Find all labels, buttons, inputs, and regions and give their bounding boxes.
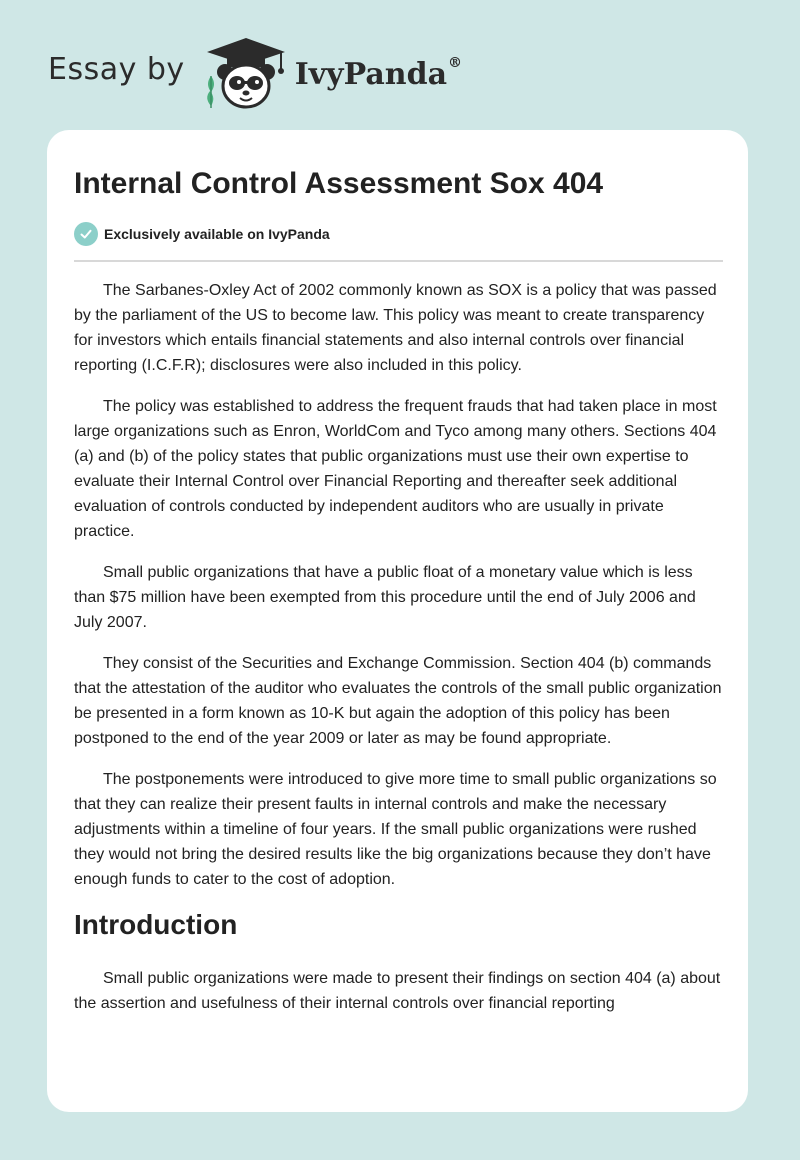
check-circle-icon xyxy=(74,222,98,246)
site-logo[interactable] xyxy=(48,36,462,110)
essay-body xyxy=(74,278,723,1032)
paragraph: Small public organizations were made to present their findings on section 404 (a) about the assertion and usefulness of their internal controls over financial reporting xyxy=(74,970,721,1012)
paragraph: The policy was established to address the frequent frauds that had taken place in most large organizations such as Enron, WorldCom and Tyco among many others. Sections 404 (a) and (b) of the policy states that public organizations must use their own expertise to evaluate their Internal Control over Financial Reporting and thereafter seek additional evaluation of controls conducted by independent auditors who are usually in private practice. xyxy=(74,398,717,540)
section-heading: Introduction xyxy=(74,909,238,940)
exclusive-label: Exclusively available on IvyPanda xyxy=(104,226,330,242)
paragraph: The postponements were introduced to give more time to small public organizations so that they can realize their present faults in internal controls and make the necessary adjustments within a timeline of four years. If the small public organizations were rushed they would not bring the desired results like the big organizations because they don’t have enough funds to cater to the cost of adoption. xyxy=(74,771,717,888)
paragraph: The Sarbanes-Oxley Act of 2002 commonly known as SOX is a policy that was passed by the parliament of the US to become law. This policy was meant to create transparency for investors which entails financial statements and also internal controls over financial reporting (I.C.F.R); disclosures were also included in this policy. xyxy=(74,282,717,374)
paragraph: Small public organizations that have a public float of a monetary value which is less than $75 million have been exempted from this procedure until the end of July 2006 and July 2007. xyxy=(74,564,696,631)
exclusive-badge xyxy=(74,222,330,246)
brand-name: IvyPanda® xyxy=(294,54,463,92)
paragraph: They consist of the Securities and Exchange Commission. Section 404 (b) commands that the attestation of the auditor who evaluates the controls of the small public organization be presented in a form known as 10-K but again the adoption of this policy has been postponed to the end of the year 2009 or later as may be found appropriate. xyxy=(74,655,722,747)
page-title: Internal Control Assessment Sox 404 xyxy=(74,167,604,200)
panda-graduate-icon xyxy=(201,36,291,110)
brand-prefix: Essay by xyxy=(48,51,185,87)
divider xyxy=(74,260,723,262)
essay-card xyxy=(47,130,748,1112)
